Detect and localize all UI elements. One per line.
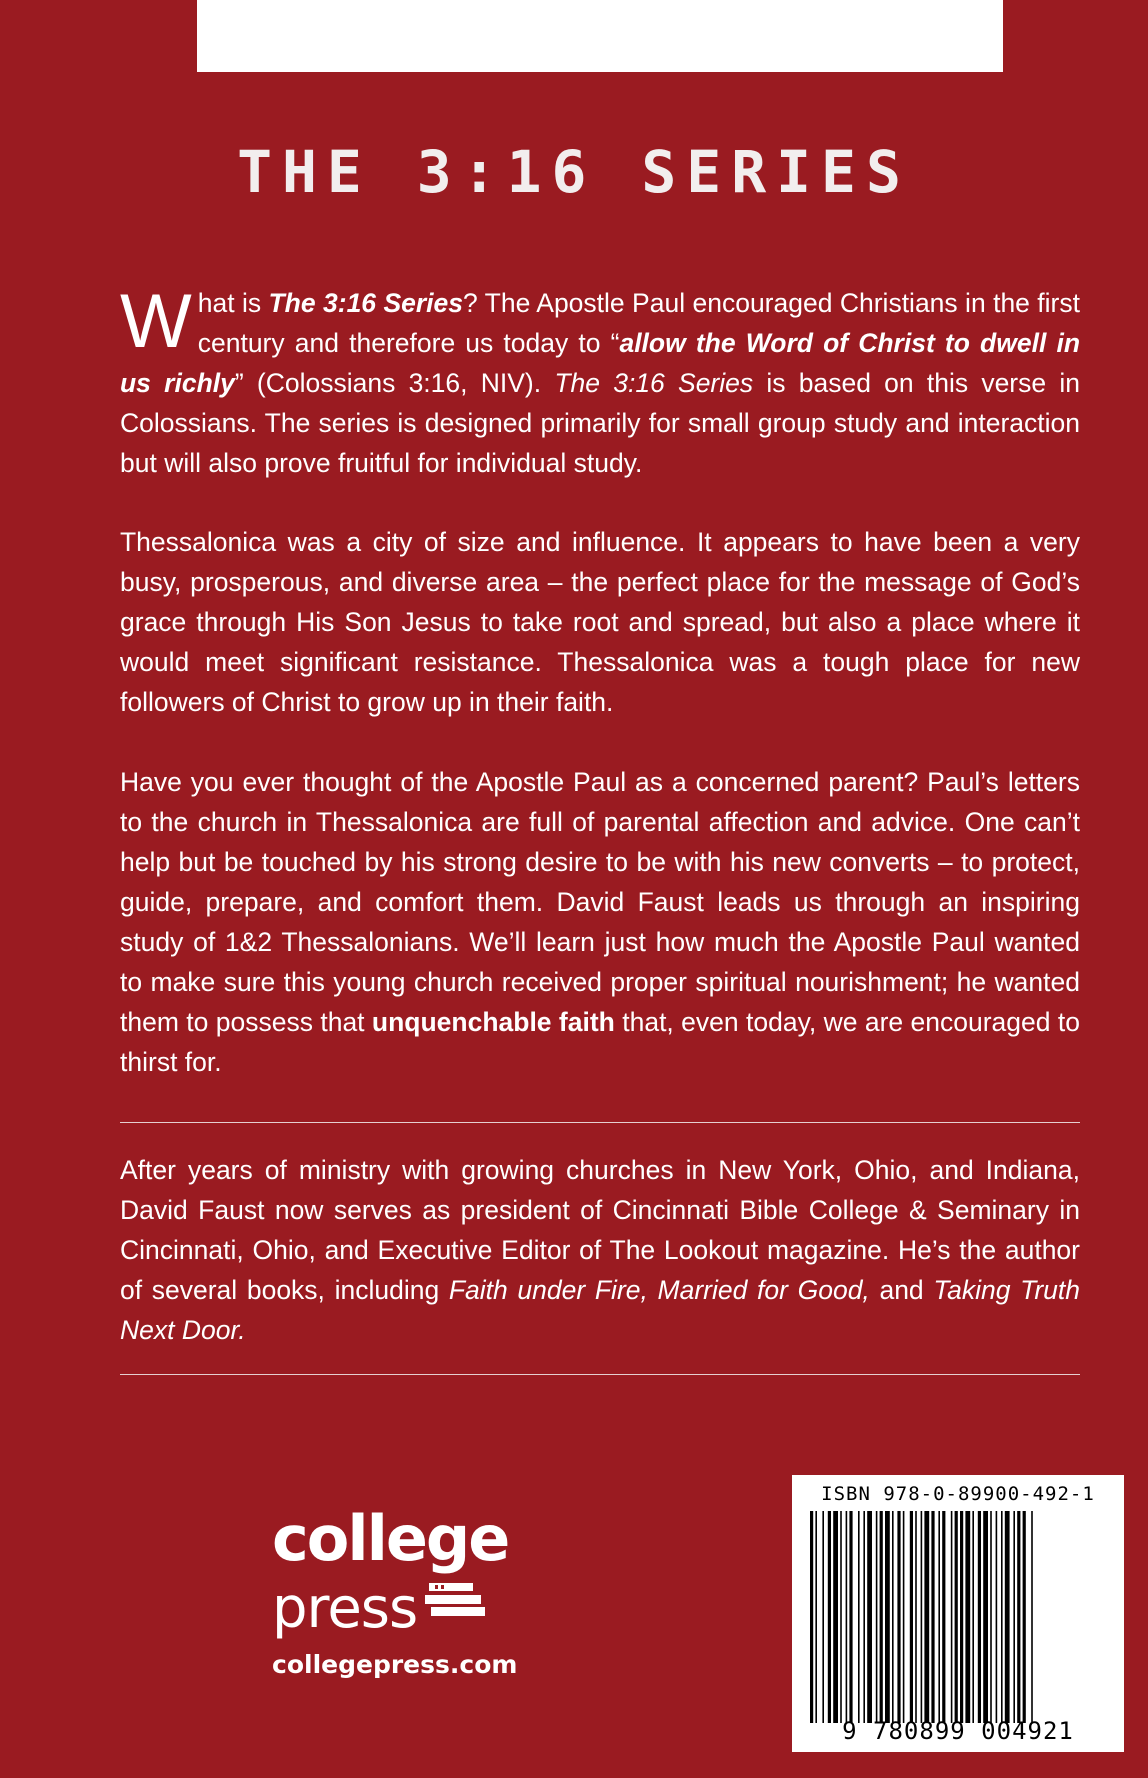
scripture-quote: allow the Word of Christ to dwell in us richly bbox=[120, 328, 1081, 398]
isbn-label: ISBN 978-0-89900-492-1 bbox=[821, 1483, 1095, 1505]
series-name: The 3:16 Series bbox=[554, 368, 754, 398]
barcode-bar bbox=[880, 1511, 883, 1723]
barcode-bar bbox=[840, 1511, 842, 1723]
barcode-bar bbox=[846, 1511, 848, 1723]
barcode-bar bbox=[978, 1511, 981, 1723]
publisher-url: collegepress.com bbox=[272, 1650, 518, 1679]
barcode-bar bbox=[1005, 1511, 1010, 1723]
barcode-bar bbox=[972, 1511, 974, 1723]
barcode-bar bbox=[885, 1511, 890, 1723]
logo-press: press bbox=[272, 1576, 418, 1641]
barcode-bar bbox=[960, 1511, 963, 1723]
barcode-bar bbox=[863, 1511, 865, 1723]
series-name: The 3:16 Series bbox=[268, 288, 464, 318]
book-titles: Faith under Fire, Married for Good, bbox=[448, 1275, 870, 1305]
divider-rule bbox=[120, 1122, 1080, 1123]
publisher-logo bbox=[272, 1502, 572, 1679]
barcode-bar bbox=[822, 1511, 824, 1723]
drop-cap: W bbox=[120, 279, 192, 364]
barcode-bar bbox=[876, 1511, 878, 1723]
barcode-bar bbox=[858, 1511, 860, 1723]
text-span: Have you ever thought of the Apostle Paul as a concerned parent? Paul’s letters to the church in Thessalonica are full of parental affection and advice. One can’t help but be touched by his strong desire to be with his new converts – to protect, guide, prepare, and comfort them. David Faust leads us through an inspiring study of 1&2 Thessalonians. We’ll learn just how much the Apostle Paul wanted to make sure this young church received proper spiritual nourishment; he wanted them to possess that bbox=[120, 767, 1080, 1037]
author-bio-paragraph bbox=[120, 1150, 1080, 1350]
book-title: Taking Truth Next Door. bbox=[120, 1275, 1080, 1345]
logo-college: college bbox=[272, 1502, 509, 1575]
barcode-bar bbox=[942, 1511, 945, 1723]
barcode-bar bbox=[951, 1511, 953, 1723]
barcode-bar bbox=[910, 1511, 913, 1723]
barcode-bar bbox=[1001, 1511, 1003, 1723]
barcode-bar bbox=[938, 1511, 940, 1723]
barcode-bar bbox=[892, 1511, 894, 1723]
text-span: that, even today, we are encouraged to thirst for. bbox=[120, 1007, 1080, 1077]
barcode-bar bbox=[815, 1511, 817, 1723]
text-span: hat is bbox=[197, 288, 269, 318]
text-span: ” (Colossians 3:16, NIV). bbox=[234, 368, 555, 398]
text-span: After years of ministry with growing churches in New York, Ohio, and Indiana, David Faust now serves as president of Cincinnati Bible College & Seminary in Cincinnati, Ohio, and Executive Editor of The Lookout magazine. He’s the author of several books, including bbox=[120, 1155, 1080, 1305]
barcode-bars bbox=[808, 1511, 1108, 1723]
text-span: ? The Apostle Paul encouraged Christians in the first century and therefore us today to “ bbox=[197, 288, 1080, 358]
barcode-bar bbox=[996, 1511, 998, 1723]
barcode-bar bbox=[849, 1511, 852, 1723]
paul-paragraph bbox=[120, 762, 1080, 1082]
barcode-bar bbox=[1013, 1511, 1015, 1723]
series-title: THE 3:16 SERIES bbox=[237, 138, 911, 206]
barcode-bar bbox=[931, 1511, 934, 1723]
logo-press-row bbox=[272, 1570, 572, 1641]
barcode-bar bbox=[828, 1511, 831, 1723]
books-icon bbox=[425, 1570, 487, 1628]
barcode-bar bbox=[867, 1511, 872, 1723]
barcode-bar bbox=[1017, 1511, 1020, 1723]
barcode-bar bbox=[924, 1511, 929, 1723]
barcode-bar bbox=[983, 1511, 988, 1723]
divider-rule bbox=[120, 1374, 1080, 1375]
barcode-bar bbox=[965, 1511, 970, 1723]
isbn-barcode bbox=[792, 1475, 1124, 1752]
barcode-digits: 9 780899 004921 bbox=[842, 1717, 1074, 1745]
top-white-band bbox=[197, 0, 1003, 72]
barcode-bar bbox=[810, 1511, 813, 1723]
text-span: is based on this verse in Colossians. The series is designed primarily for small group study and interaction but will also prove fruitful for individual study. bbox=[120, 368, 1080, 478]
text-span: and bbox=[869, 1275, 934, 1305]
bold-phrase: unquenchable faith bbox=[371, 1007, 615, 1037]
barcode-bar bbox=[1023, 1511, 1026, 1723]
barcode-bar bbox=[833, 1511, 838, 1723]
barcode-bar bbox=[1031, 1511, 1033, 1723]
barcode-bar bbox=[990, 1511, 992, 1723]
barcode-bar bbox=[915, 1511, 917, 1723]
series-description-paragraph bbox=[120, 279, 1081, 483]
barcode-bar bbox=[897, 1511, 900, 1723]
barcode-bar bbox=[955, 1511, 958, 1723]
thessalonica-paragraph: Thessalonica was a city of size and influence. It appears to have been a very busy, prosperous, and diverse area – the perfect place for the message of God’s grace through His Son Jesus to take root and spread, but also a place where it would meet significant resistance. Thessalonica was a tough place for new followers of Christ to grow up in their faith. bbox=[120, 527, 1080, 717]
barcode-bar bbox=[921, 1511, 923, 1723]
barcode-bar bbox=[903, 1511, 905, 1723]
